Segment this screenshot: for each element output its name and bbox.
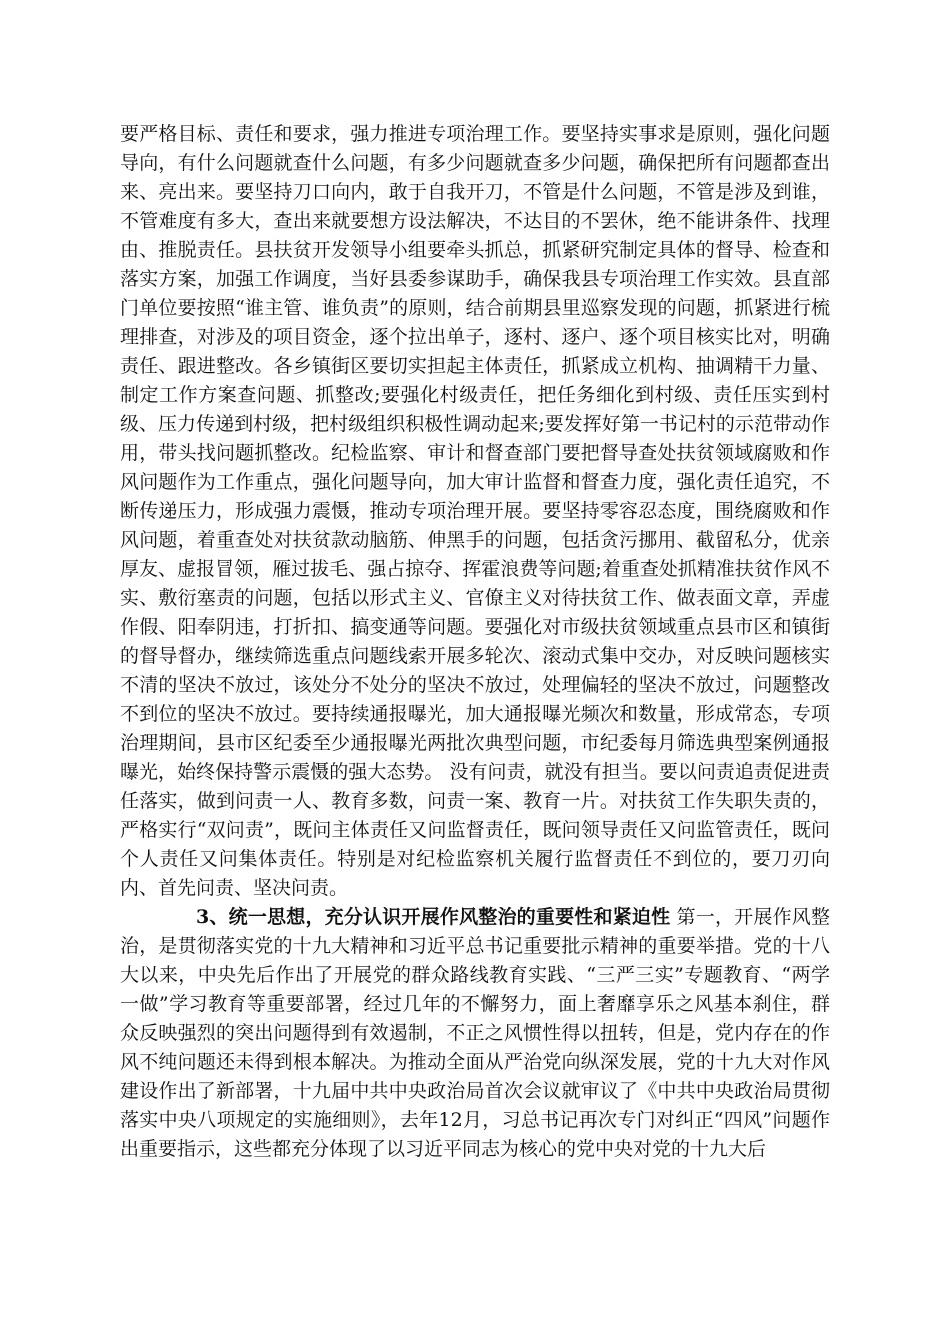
document-body bbox=[120, 120, 830, 1164]
body-paragraph: 要严格目标、责任和要求，强力推进专项治理工作。要坚持实事求是原则，强化问题导向，有什么问题就查什么问题，有多少问题就查多少问题，确保把所有问题都查出来、亮出来。要坚持刀口向内，敢于自我开刀，不管是什么问题，不管是涉及到谁，不管难度有多大，查出来就要想方设法解决，不达目的不罢休，绝不能讲条件、找理由、推脱责任。县扶贫开发领导小组要牵头抓总，抓紧研究制定具体的督导、检查和落实方案，加强工作调度，当好县委参谋助手，确保我县专项治理工作实效。县直部门单位要按照“谁主管、谁负责”的原则，结合前期县里巡察发现的问题，抓紧进行梳理排查，对涉及的项目资金，逐个拉出单子，逐村、逐户、逐个项目核实比对，明确责任、跟进整改。各乡镇街区要切实担起主体责任，抓紧成立机构、抽调精干力量、制定工作方案查问题、抓整改;要强化村级责任，把任务细化到村级、责任压实到村级、压力传递到村级，把村级组织积极性调动起来;要发挥好第一书记村的示范带动作用，带头找问题抓整改。纪检监察、审计和督查部门要把督导查处扶贫领域腐败和作风问题作为工作重点，强化问题导向，加大审计监督和督查力度，强化责任追究，不断传递压力，形成强力震慑，推动专项治理开展。要坚持零容忍态度，围绕腐败和作风问题，着重查处对扶贫款动脑筋、伸黑手的问题，包括贪污挪用、截留私分，优亲厚友、虚报冒领，雁过拔毛、强占掠夺、挥霍浪费等问题;着重查处抓精准扶贫作风不实、敷衍塞责的问题，包括以形式主义、官僚主义对待扶贫工作、做表面文章，弄虚作假、阳奉阴违，打折扣、搞变通等问题。要强化对市级扶贫领域重点县市区和镇街的督导督办，继续筛选重点问题线索开展多轮次、滚动式集中交办，对反映问题核实不清的坚决不放过，该处分不处分的坚决不放过，处理偏轻的坚决不放过，问题整改不到位的坚决不放过。要持续通报曝光，加大通报曝光频次和数量，形成常态，专项治理期间，县市区纪委至少通报曝光两批次典型问题，市纪委每月筛选典型案例通报曝光，始终保持警示震慑的强大态势。 没有问责，就没有担当。要以问责追责促进责任落实，做到问责一人、教育多数，问责一案、教育一片。对扶贫工作失职失责的，严格实行“双问责”，既问主体责任又问监督责任，既问领导责任又问监管责任，既问个人责任又问集体责任。特别是对纪检监察机关履行监督责任不到位的，要刀刃向内、首先问责、坚决问责。 bbox=[120, 123, 830, 899]
section-body-text: 第一，开展作风整治，是贯彻落实党的十九大精神和习近平总书记重要批示精神的重要举措。党的十八大以来，中央先后作出了开展党的群众路线教育实践、“三严三实”专题教育、“两学一做”学习教育等重要部署，经过几年的不懈努力，面上奢靡享乐之风基本刹住，群众反映强烈的突出问题得到有效遏制，不正之风惯性得以扭转，但是，党内存在的作风不纯问题还未得到根本解决。为推动全面从严治党向纵深发展，党的十九大对作风建设作出了新部署，十九届中共中央政治局首次会议就审议了《中共中央政治局贯彻落实中央八项规定的实施细则》，去年12月，习总书记再次专门对纠正“四风”问题作出重要指示，这些都充分体现了以习近平同志为核心的党中央对党的十九大后 bbox=[120, 906, 830, 1160]
section-heading: 3、统一思想，充分认识开展作风整治的重要性和紧迫性 bbox=[196, 906, 671, 928]
section-paragraph bbox=[120, 903, 830, 1164]
